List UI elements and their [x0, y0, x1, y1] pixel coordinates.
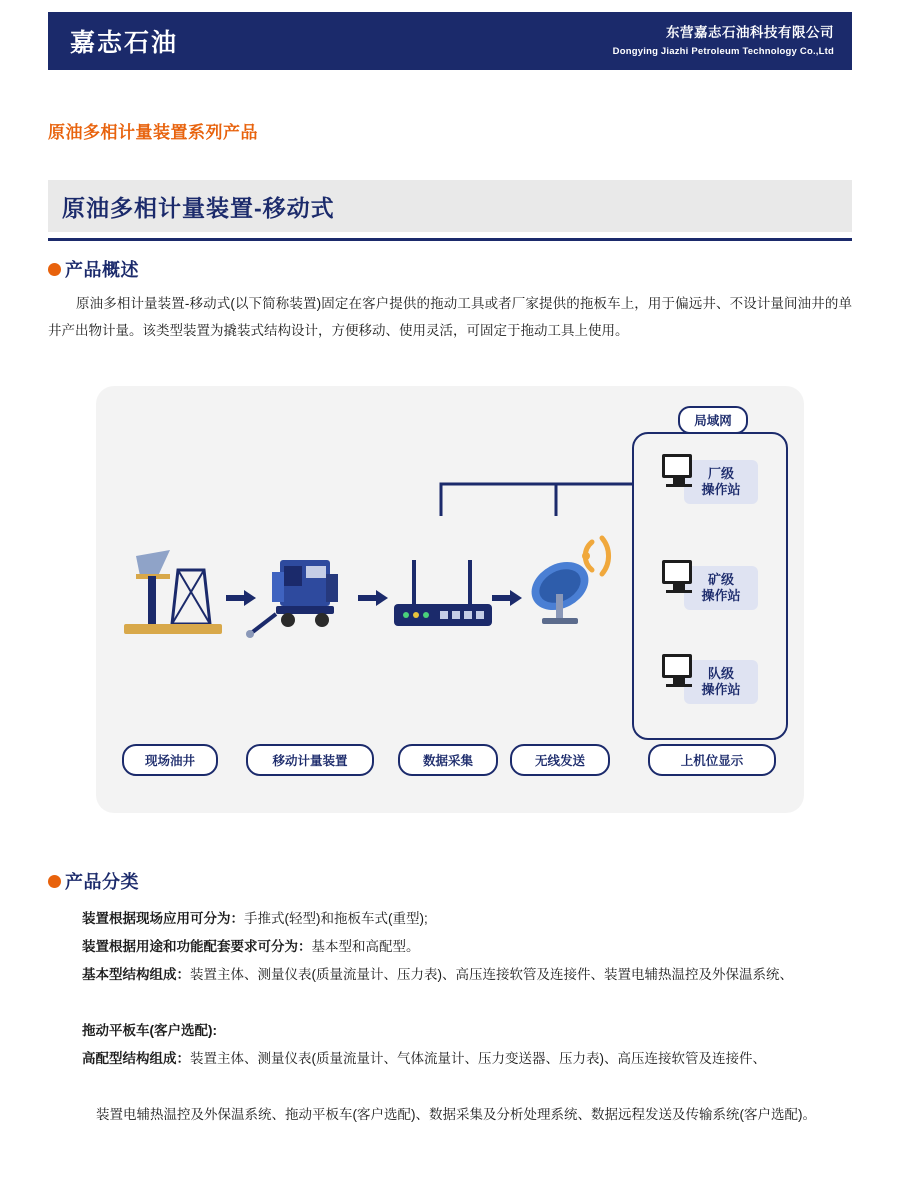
classification-item-3-label: 基本型结构组成：	[82, 967, 190, 982]
station-mine-line1: 矿级	[707, 571, 734, 587]
station-factory	[662, 454, 758, 516]
brand-name: 嘉志石油	[70, 29, 179, 57]
pumpjack-icon	[118, 548, 228, 640]
wireless-transmission-icon	[516, 534, 632, 638]
caption-host-display: 上机位显示	[648, 744, 776, 776]
monitor-icon	[662, 654, 696, 694]
classification-item-5-label: 高配型结构组成：	[82, 1051, 190, 1066]
caption-mobile-unit: 移动计量装置	[246, 744, 374, 776]
monitor-icon	[662, 454, 696, 494]
classification-section-heading	[48, 868, 139, 894]
company-info	[613, 23, 834, 60]
system-diagram	[96, 386, 804, 813]
caption-wireless-send: 无线发送	[510, 744, 610, 776]
station-team-line1: 队级	[707, 665, 734, 681]
classification-item-2-text: 基本型和高配型。	[311, 939, 420, 954]
overview-title: 产品概述	[65, 260, 139, 280]
classification-item-4-label: 拖动平板车(客户选配):	[82, 1023, 217, 1038]
classification-item-1-text: 手推式(轻型)和拖板车式(重型);	[244, 911, 428, 926]
station-mine-line2: 操作站	[701, 588, 741, 603]
classification-title: 产品分类	[65, 872, 139, 892]
classification-item-2-label: 装置根据用途和功能配套要求可分为：	[82, 939, 312, 954]
classification-item-4	[82, 1018, 852, 1044]
flow-arrow-icon	[358, 590, 388, 606]
bullet-dot-icon	[48, 263, 61, 276]
overview-section-heading	[48, 256, 139, 282]
station-team-line2: 操作站	[701, 682, 741, 697]
product-banner	[48, 180, 852, 232]
classification-item-5	[82, 1046, 852, 1072]
classification-item-1	[82, 906, 852, 932]
station-factory-line2: 操作站	[701, 482, 741, 497]
lan-label: 局域网	[678, 406, 748, 434]
caption-wellsite: 现场油井	[122, 744, 218, 776]
caption-data-acquisition: 数据采集	[398, 744, 498, 776]
classification-item-6-text: 装置电辅热温控及外保温系统、拖动平板车(客户选配)、数据采集及分析处理系统、数据远程发送及传输系统(客户选配)。	[96, 1107, 816, 1122]
monitor-icon	[662, 560, 696, 600]
station-mine	[662, 560, 758, 622]
banner-underline	[48, 238, 852, 241]
bullet-dot-icon	[48, 875, 61, 888]
station-team	[662, 654, 758, 716]
overview-paragraph: 原油多相计量装置-移动式(以下简称装置)固定在客户提供的拖动工具或者厂家提供的拖板车上，用于偏远井、不设计量间油井的单井产出物计量。该类型装置为撬装式结构设计，方便移动、使用灵活，可固定于拖动工具上使用。	[48, 296, 852, 338]
flow-arrow-icon	[492, 590, 522, 606]
classification-item-6	[82, 1102, 852, 1128]
flow-arrow-icon	[226, 590, 256, 606]
page-header	[48, 12, 852, 70]
mobile-metering-unit-icon	[242, 554, 364, 642]
data-acquisition-icon	[388, 550, 498, 638]
series-title: 原油多相计量装置系列产品	[48, 123, 258, 142]
classification-item-3	[82, 962, 852, 988]
station-factory-line1: 厂级	[707, 465, 734, 481]
classification-item-3-text: 装置主体、测量仪表(质量流量计、压力表)、高压连接软管及连接件、装置电辅热温控及外保温系统、	[190, 967, 793, 982]
company-name-en: Dongying Jiazhi Petroleum Technology Co.,Ltd	[612, 46, 834, 57]
classification-item-5-text: 装置主体、测量仪表(质量流量计、气体流量计、压力变送器、压力表)、高压连接软管及连接件、	[190, 1051, 766, 1066]
company-name-cn: 东营嘉志石油科技有限公司	[666, 24, 834, 40]
product-title: 原油多相计量装置-移动式	[62, 194, 335, 221]
classification-item-1-label: 装置根据现场应用可分为：	[82, 911, 244, 926]
classification-item-2	[82, 934, 852, 960]
